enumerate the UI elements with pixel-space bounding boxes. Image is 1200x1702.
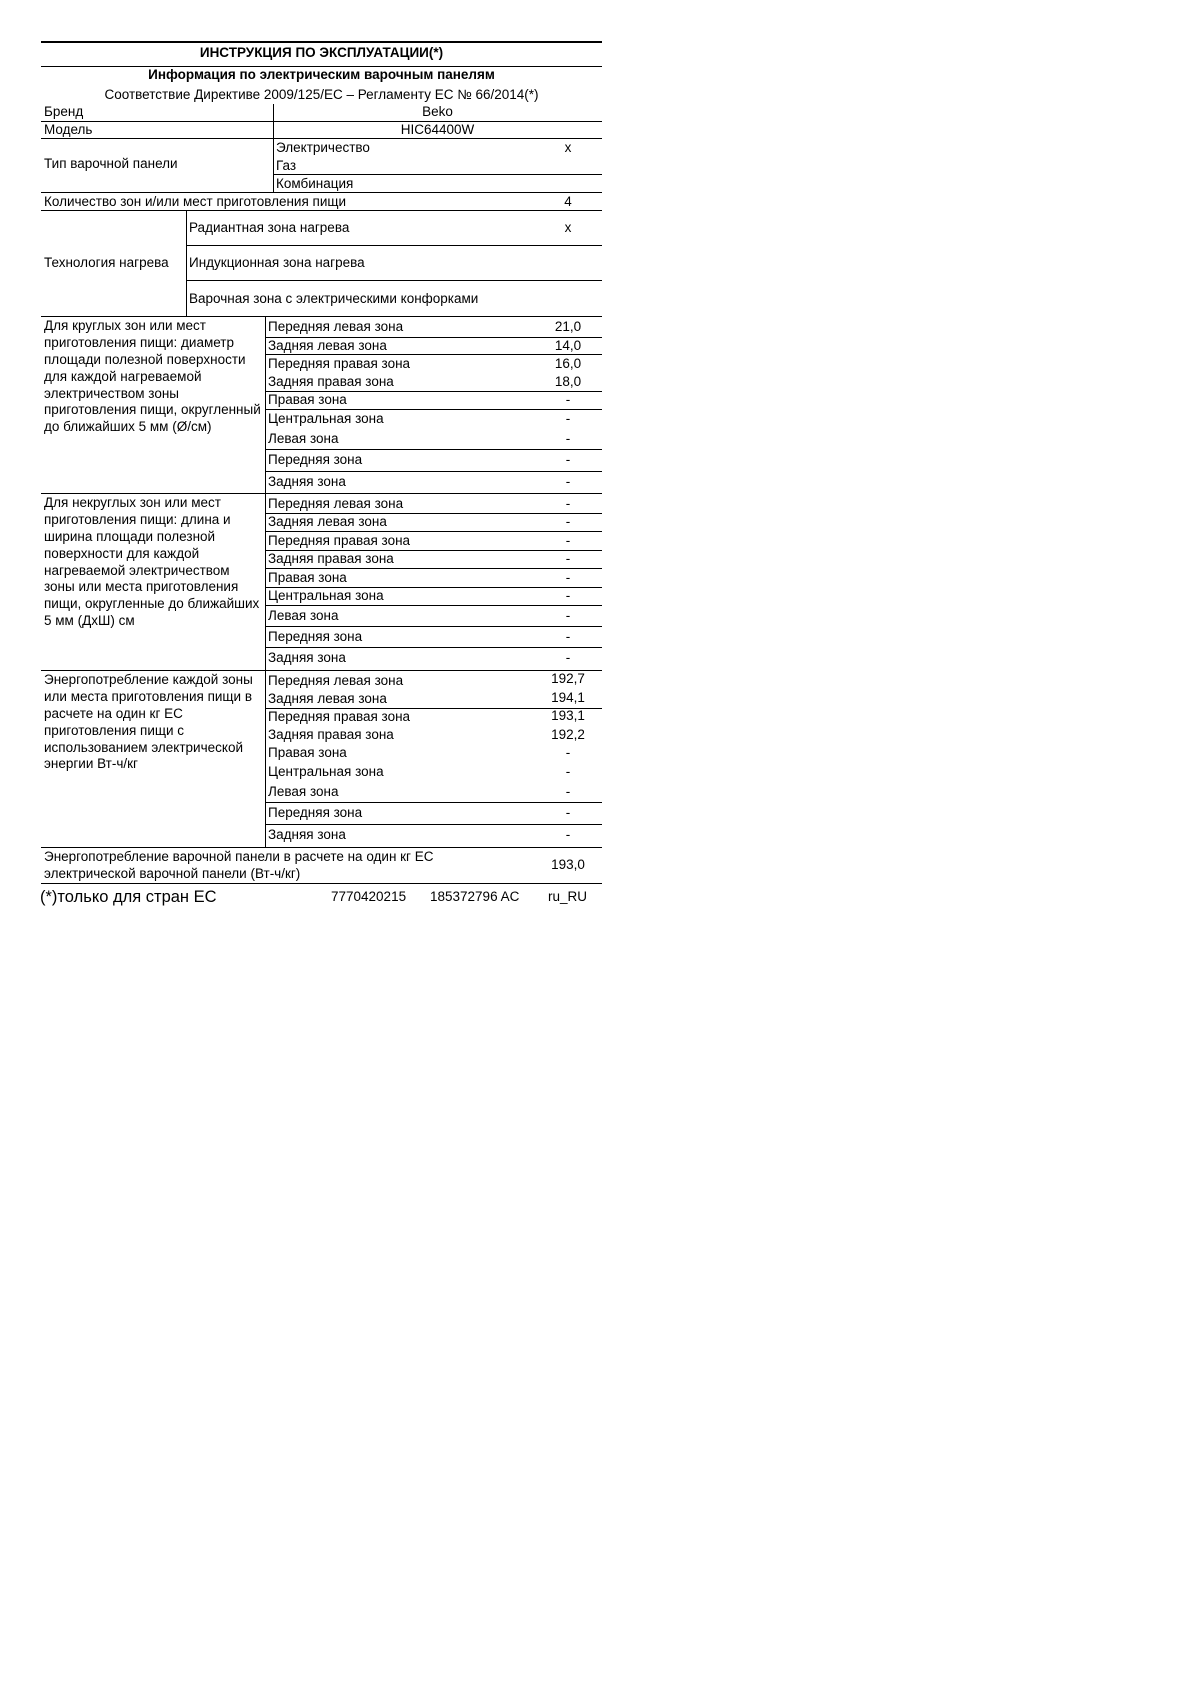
brand-value: Beko [422,104,453,119]
footer-note: (*)только для стран ЕС [40,888,217,906]
model-value: HIC64400W [400,122,475,137]
nonround-zone-value: - [565,551,571,566]
round-zone-name: Передняя зона [268,452,363,467]
column-divider [186,210,187,317]
footer-code-1: 7770420215 [331,889,407,904]
heating-tech-radiant-mark: x [564,220,572,235]
nonround-zone-name: Передняя зона [268,629,363,644]
footer-locale: ru_RU [548,889,588,904]
energy-zone-value: 192,2 [551,727,585,742]
zones-count-label: Количество зон и/или мест приготовления пищи [44,194,347,209]
divider [186,280,602,281]
round-zone-value: 18,0 [554,374,582,389]
hob-type-electric: Электричество [276,140,370,155]
divider [186,245,602,246]
total-energy-label-line2: электрической варочной панели (Вт-ч/кг) [44,866,301,881]
top-border [41,41,602,43]
nonround-zone-name: Задняя правая зона [268,551,394,566]
document-subtitle: Информация по электрическим варочным панелям [148,67,495,82]
round-zone-name: Задняя правая зона [268,374,394,389]
energy-zone-value: 193,1 [551,708,585,723]
energy-zone-value: - [565,805,571,820]
heating-tech-radiant: Радиантная зона нагрева [189,220,350,235]
divider [265,568,602,569]
nonround-zone-name: Правая зона [268,570,347,585]
nonround-zone-value: - [565,533,571,548]
nonround-zone-value: - [565,496,571,511]
round-zone-name: Задняя зона [268,474,346,489]
round-zone-name: Передняя правая зона [268,356,411,371]
energy-zone-name: Задняя зона [268,827,346,842]
nonround-zone-name: Центральная зона [268,588,384,603]
column-divider [273,104,274,193]
divider [265,626,602,627]
round-zone-name: Правая зона [268,392,347,407]
energy-zones-label: Энергопотребление каждой зоны или места приготовления пищи в расчете на один кг ЕС приготовления пищи с использованием электрической энергии Вт-ч/кг [44,672,253,772]
divider [265,647,602,648]
nonround-zone-name: Передняя левая зона [268,496,404,511]
energy-zone-value: - [565,784,571,799]
zones-count-value: 4 [564,194,572,209]
energy-zone-value: - [565,745,571,760]
divider [265,802,602,803]
round-zone-value: 21,0 [554,319,582,334]
total-energy-label-line1: Энергопотребление варочной панели в расчете на один кг ЕС [44,849,434,864]
directive-line: Соответствие Директиве 2009/125/ЕС – Регламенту ЕС № 66/2014(*) [104,87,539,102]
divider [265,605,602,606]
hob-type-label: Тип варочной панели [44,156,178,171]
divider [273,174,602,175]
bottom-border [41,883,602,884]
brand-label: Бренд [44,104,84,119]
nonround-zone-name: Задняя зона [268,650,346,665]
energy-zone-name: Передняя зона [268,805,363,820]
nonround-zone-value: - [565,608,571,623]
column-divider [265,316,266,493]
nonround-zone-value: - [565,629,571,644]
divider [265,449,602,450]
energy-zone-value: 194,1 [551,690,585,705]
nonround-zone-value: - [565,570,571,585]
document-title: ИНСТРУКЦИЯ ПО ЭКСПЛУАТАЦИИ(*) [199,45,444,60]
divider [41,210,602,211]
round-zone-value: 14,0 [554,338,582,353]
round-zone-name: Центральная зона [268,411,384,426]
energy-zone-name: Задняя левая зона [268,691,387,706]
round-zone-name: Левая зона [268,431,339,446]
energy-zone-value: - [565,827,571,842]
heating-tech-plates: Варочная зона с электрическими конфорками [189,291,479,306]
round-zone-value: - [565,474,571,489]
round-zone-name: Задняя левая зона [268,338,387,353]
nonround-zone-value: - [565,650,571,665]
round-zone-value: - [565,452,571,467]
heating-tech-induction: Индукционная зона нагрева [189,255,365,270]
nonround-zone-name: Задняя левая зона [268,514,387,529]
total-energy-value: 193,0 [551,857,585,872]
round-zone-value: - [565,431,571,446]
divider [41,316,602,317]
round-zone-name: Передняя левая зона [268,319,404,334]
energy-zone-name: Правая зона [268,745,347,760]
divider [265,471,602,472]
round-zone-value: - [565,411,571,426]
model-label: Модель [44,122,93,137]
energy-zone-name: Передняя правая зона [268,709,411,724]
energy-zone-value: 192,7 [551,671,585,686]
divider [41,138,602,139]
column-divider [265,493,266,670]
footer-code-2: 185372796 AC [430,889,520,904]
divider [41,670,602,671]
column-divider [265,670,266,847]
divider [41,493,602,494]
energy-zone-name: Левая зона [268,784,339,799]
nonround-zones-label: Для некруглых зон или мест приготовления пищи: длина и ширина площади полезной поверхности для каждой нагреваемой электричеством зоны или места приготовления пищи, округленные до ближайших 5 мм (ДхШ) см [44,495,260,629]
heating-tech-label: Технология нагрева [44,255,169,270]
nonround-zone-value: - [565,514,571,529]
energy-zone-name: Задняя правая зона [268,727,394,742]
divider [265,409,602,410]
energy-zone-name: Передняя левая зона [268,673,404,688]
energy-zone-value: - [565,764,571,779]
round-zone-value: - [565,392,571,407]
round-zones-label: Для круглых зон или мест приготовления пищи: диаметр площади полезной поверхности для каждой нагреваемой электричеством зоны приготовления пищи, округленный до ближайших 5 мм (Ø/см) [44,318,261,435]
divider [265,824,602,825]
divider [41,192,602,193]
energy-zone-name: Центральная зона [268,764,384,779]
hob-type-electric-mark: x [564,140,572,155]
nonround-zone-value: - [565,588,571,603]
hob-type-combination: Комбинация [276,176,354,191]
divider [41,847,602,848]
nonround-zone-name: Левая зона [268,608,339,623]
divider [265,531,602,532]
nonround-zone-name: Передняя правая зона [268,533,411,548]
hob-type-gas: Газ [276,158,297,173]
divider [265,354,602,355]
round-zone-value: 16,0 [554,356,582,371]
